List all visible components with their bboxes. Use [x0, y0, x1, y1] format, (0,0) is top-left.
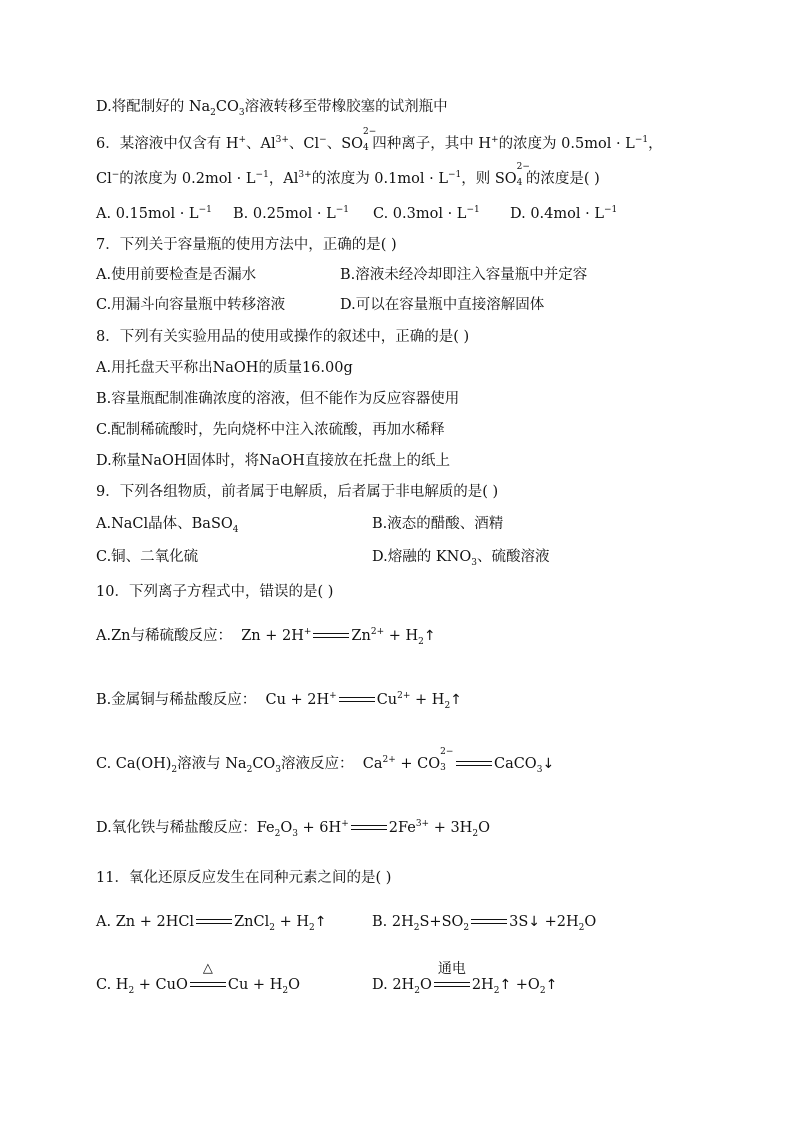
down-arrow-icon: ↓ [542, 756, 555, 772]
q11-option-b: B. $2H_2S+SO_2$ 3S↓ $+2H_2O$ [372, 914, 597, 933]
q6-option-c: C. $0.3mol \cdot L^{-1}$ [373, 205, 480, 222]
equals-sign [471, 917, 507, 927]
q8-stem: 8．下列有关实验用品的使用或操作的叙述中，正确的是( ) [96, 329, 470, 345]
q8-option-c: C.配制稀硫酸时，先向烧杯中注入浓硫酸，再加水稀释 [96, 422, 445, 438]
q11-option-d: D. $2H_2O$ 通电 $2H_2↑$ $+O_2↑$ [372, 961, 558, 996]
equals-sign [339, 695, 375, 705]
down-arrow-icon: ↓ [528, 914, 541, 930]
q9-option-a: A.NaCl晶体、BaSO$_4$ [96, 516, 239, 535]
equals-sign [456, 759, 492, 769]
q10-option-c: C. $Ca(OH)_2$溶液与 $Na_2CO_3$溶液反应： $Ca^{2+}$ + CO 2− 3 CaCO$_3$↓ [96, 747, 555, 775]
heat-condition: △ [202, 961, 213, 976]
equals-sign [351, 823, 387, 833]
q7-option-b: B.溶液未经冷却即注入容量瓶中并定容 [340, 267, 588, 283]
q9-option-b: B.液态的醋酸、酒精 [372, 516, 504, 532]
q11-option-c: C. $H_2$ + CuO △ $Cu + H_2O$ [96, 961, 300, 996]
q10-option-b: B.金属铜与稀盐酸反应： Cu + 2H+ $Cu^{2+}$ + $H_2↑$ [96, 691, 462, 711]
q5-option-d: D.将配制好的 $Na_2CO_3$溶液转移至带橡胶塞的试剂瓶中 [96, 99, 448, 118]
equals-sign [196, 917, 232, 927]
q6-stem-line2: Cl−的浓度为 $0.2mol \cdot L^{-1}$，$Al^{3+}$的浓度为 $0.1mol \cdot L^{-1}$，则 SO 2− 4 的浓度是( ) [96, 162, 600, 188]
q7-option-c: C.用漏斗向容量瓶中转移溶液 [96, 297, 286, 313]
heat-equals-sign [190, 961, 226, 990]
q9-option-c: C.铜、二氧化硫 [96, 549, 199, 565]
q10-stem: 10．下列离子方程式中，错误的是( ) [96, 584, 334, 600]
equals-sign [313, 631, 349, 641]
q10-option-a: A.Zn与稀硫酸反应： Zn + 2H+ $Zn^{2+}$ + $H_2↑$ [96, 627, 436, 647]
q7-option-a: A.使用前要检查是否漏水 [96, 267, 257, 283]
up-arrow-icon: ↑ [499, 977, 512, 993]
q10-option-d: D.氧化铁与稀盐酸反应：$Fe_2O_3 + 6H^+$ $2Fe^{3+} + 3H_2O$ [96, 819, 490, 839]
q7-option-d: D.可以在容量瓶中直接溶解固体 [340, 297, 545, 313]
q11-stem: 11．氧化还原反应发生在同种元素之间的是( ) [96, 870, 392, 886]
q11-option-a: A. Zn + 2HCl ZnCl$_2$ + $H_2↑$ [96, 914, 327, 933]
up-arrow-icon: ↑ [450, 692, 462, 708]
q6-stem-line1: 6．某溶液中仅含有 H+、$Al^{3+}$、Cl−、SO 2− 4 四种离子，其中 H+的浓度为 $0.5mol \cdot L^{-1}$， [96, 127, 663, 153]
q8-option-d: D.称量NaOH固体时，将NaOH直接放在托盘上的纸上 [96, 453, 450, 469]
q6-option-a: A. $0.15mol \cdot L^{-1}$ [96, 205, 212, 222]
up-arrow-icon: ↑ [423, 628, 436, 644]
q9-option-d: D.熔融的 $KNO_3$、硫酸溶液 [372, 549, 550, 568]
q6-option-b: B. $0.25mol \cdot L^{-1}$ [233, 205, 350, 222]
up-arrow-icon: ↑ [314, 914, 327, 930]
q6-option-d: D. $0.4mol \cdot L^{-1}$ [510, 205, 618, 222]
electrolysis-equals-sign [434, 961, 470, 990]
q7-stem: 7．下列关于容量瓶的使用方法中，正确的是( ) [96, 237, 397, 253]
q8-option-a: A.用托盘天平称出NaOH的质量16.00g [96, 360, 353, 376]
up-arrow-icon: ↑ [545, 977, 558, 993]
q8-option-b: B.容量瓶配制准确浓度的溶液，但不能作为反应容器使用 [96, 391, 460, 407]
electrolysis-condition: 通电 [437, 961, 466, 977]
q9-stem: 9．下列各组物质，前者属于电解质，后者属于非电解质的是( ) [96, 484, 499, 500]
